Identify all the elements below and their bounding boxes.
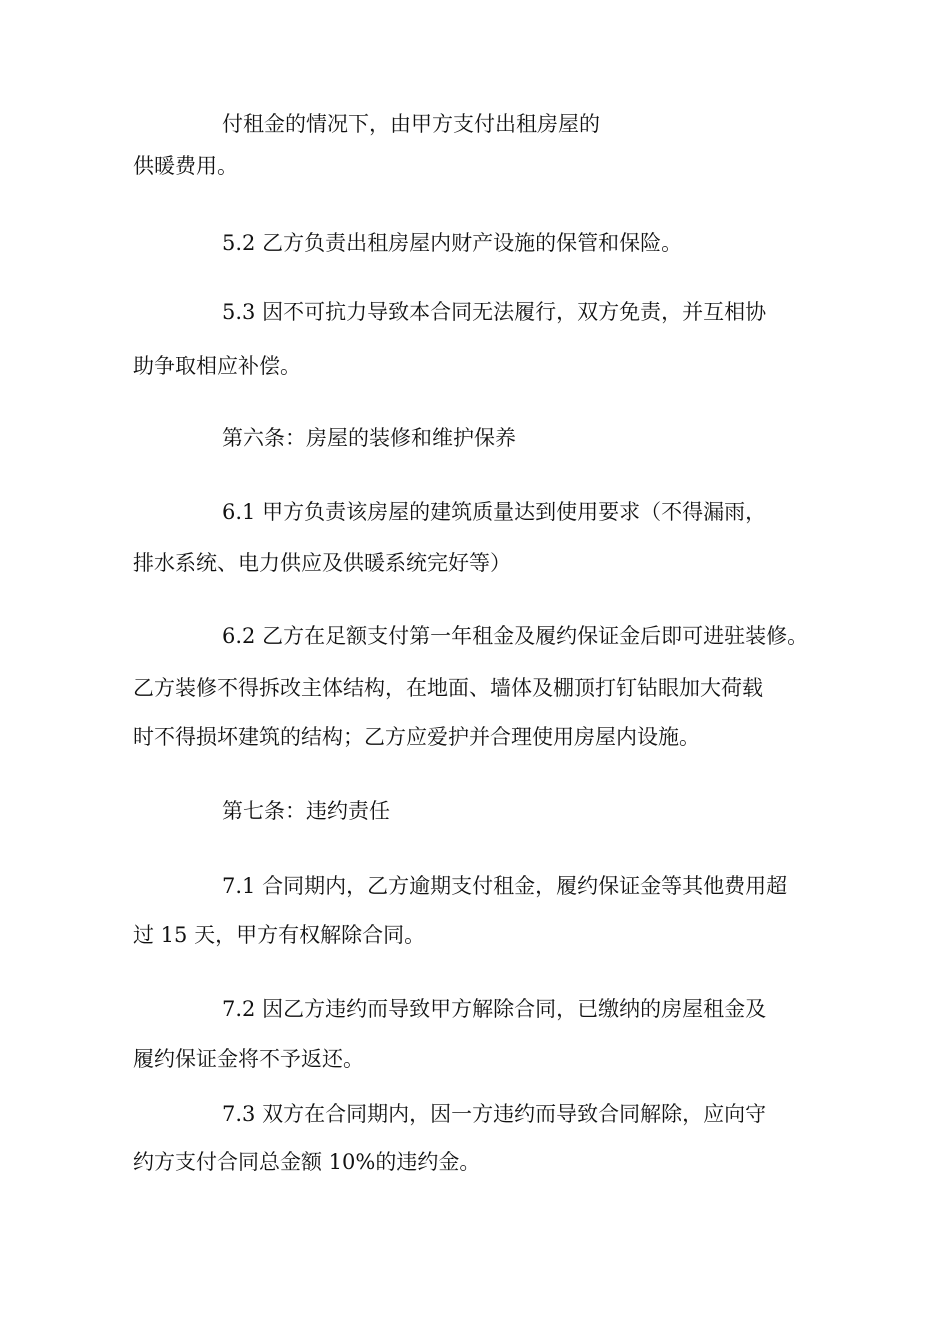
text-line: 排水系统、电力供应及供暖系统完好等） xyxy=(133,551,511,575)
text-line: 履约保证金将不予返还。 xyxy=(133,1047,364,1071)
text-line: 供暖费用。 xyxy=(133,154,238,178)
clause-7-2: 7.2 因乙方违约而导致甲方解除合同，已缴纳的房屋租金及 xyxy=(222,997,767,1021)
text-line: 乙方装修不得拆改主体结构，在地面、墙体及棚顶打钉钻眼加大荷载 xyxy=(133,676,763,700)
text-line: 约方支付合同总金额 10%的违约金。 xyxy=(133,1150,481,1174)
text-line: 助争取相应补偿。 xyxy=(133,354,301,378)
clause-6-1: 6.1 甲方负责该房屋的建筑质量达到使用要求（不得漏雨， xyxy=(222,500,767,524)
section-heading-6: 第六条：房屋的装修和维护保养 xyxy=(222,426,516,450)
clause-5-2: 5.2 乙方负责出租房屋内财产设施的保管和保险。 xyxy=(222,231,683,255)
text-line: 付租金的情况下，由甲方支付出租房屋的 xyxy=(222,112,600,136)
clause-6-2: 6.2 乙方在足额支付第一年租金及履约保证金后即可进驻装修。 xyxy=(222,624,809,648)
text-line: 时不得损坏建筑的结构；乙方应爱护并合理使用房屋内设施。 xyxy=(133,725,700,749)
clause-7-3: 7.3 双方在合同期内，因一方违约而导致合同解除，应向守 xyxy=(222,1102,767,1126)
section-heading-7: 第七条：违约责任 xyxy=(222,799,390,823)
text-line: 过 15 天，甲方有权解除合同。 xyxy=(133,923,426,947)
clause-7-1: 7.1 合同期内，乙方逾期支付租金，履约保证金等其他费用超 xyxy=(222,874,788,898)
clause-5-3: 5.3 因不可抗力导致本合同无法履行，双方免责，并互相协 xyxy=(222,300,767,324)
